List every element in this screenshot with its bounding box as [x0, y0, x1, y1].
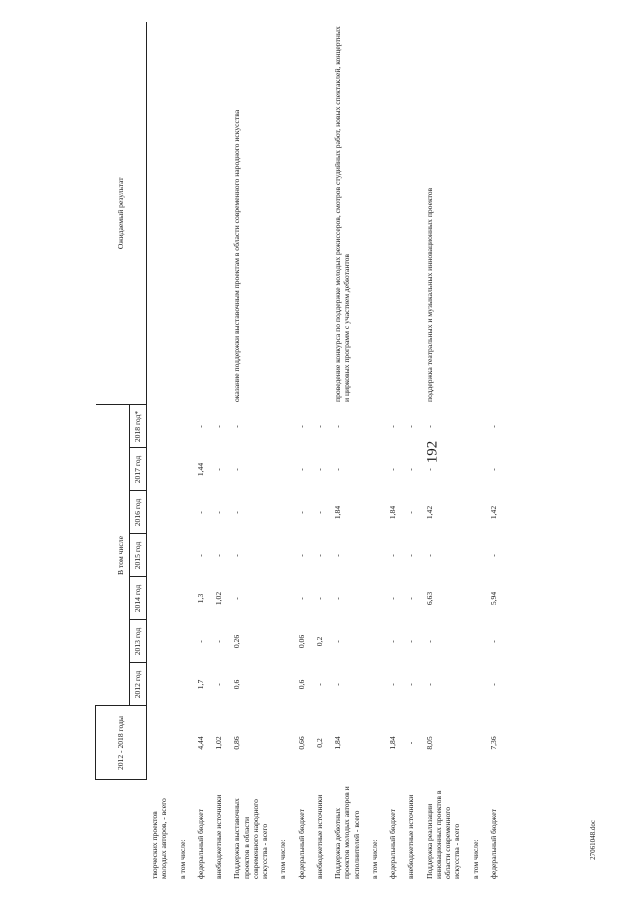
cell-year: [366, 405, 384, 448]
cell-year: 1,3: [195, 593, 205, 604]
header-year-2015: 2015 год: [129, 534, 146, 577]
cell-year: -: [424, 640, 434, 643]
cell-result: [311, 22, 329, 405]
cell-result: поддержка театральных и музыкальных инновационных проектов: [424, 187, 434, 402]
cell-total: 0,2: [314, 738, 324, 748]
cell-year: -: [388, 683, 397, 686]
cell-year: -: [314, 425, 324, 428]
cell-year: -: [388, 468, 397, 471]
cell-result: [210, 22, 228, 405]
cell-year: 6,63: [424, 591, 434, 606]
cell-total: 0,66: [296, 736, 306, 750]
cell-year: -: [232, 511, 242, 514]
row-label: федеральный бюджет: [195, 809, 205, 879]
cell-year: -: [488, 640, 498, 643]
cell-result: проведение конкурса по поддержке молодых режиссеров, смотров студийных работ, новых спектаклей, концертных и цирковых программ с участием дебютантов: [333, 26, 352, 402]
row-label: в том числе:: [470, 839, 480, 879]
cell-year: [174, 534, 192, 577]
cell-year: [146, 577, 174, 620]
row-label: Поддержка выставочных проектов в области современного народного искусства - всего: [232, 798, 269, 879]
header-incl: В том числе: [114, 405, 130, 706]
cell-year: [174, 577, 192, 620]
cell-year: 1,84: [333, 505, 342, 520]
cell-year: 1,42: [488, 505, 498, 520]
file-name: 27061048.doc: [589, 820, 597, 860]
table-row: [174, 22, 192, 882]
cell-year: -: [195, 640, 205, 643]
table-row: [311, 22, 329, 882]
header-year-2017: 2017 год: [129, 448, 146, 491]
cell-year: [366, 448, 384, 491]
row-label: в том числе:: [177, 839, 187, 879]
row-label: федеральный бюджет: [296, 809, 306, 879]
cell-year: -: [214, 425, 223, 428]
cell-year: [174, 663, 192, 706]
cell-year: 5,94: [488, 591, 498, 606]
cell-year: 1,02: [214, 591, 223, 606]
cell-year: -: [214, 554, 223, 557]
table-row: [485, 22, 503, 882]
cell-year: -: [195, 511, 205, 514]
row-label: Поддержка реализации инновационных проектов в области современного искусства - всего: [424, 790, 462, 879]
cell-year: -: [195, 554, 205, 557]
cell-year: -: [232, 597, 242, 600]
header-year-2014: 2014 год: [129, 577, 146, 620]
cell-year: -: [333, 683, 342, 686]
cell-year: 1,7: [195, 679, 205, 690]
cell-year: -: [424, 468, 434, 471]
cell-year: -: [424, 425, 434, 428]
cell-result: [192, 22, 210, 405]
table-row: [293, 22, 311, 882]
cell-year: [274, 405, 292, 448]
row-label: внебюджетные источники: [214, 794, 223, 879]
row-label: внебюджетные источники: [406, 794, 416, 879]
row-label: федеральный бюджет: [388, 809, 397, 879]
cell-result: [274, 22, 292, 405]
cell-year: 0,26: [232, 634, 242, 649]
cell-year: [274, 577, 292, 620]
cell-year: 0,6: [232, 679, 242, 690]
cell-year: -: [388, 597, 397, 600]
cell-year: -: [314, 468, 324, 471]
cell-result: [467, 22, 485, 405]
cell-year: 0,2: [314, 636, 324, 647]
cell-year: [467, 534, 485, 577]
table-row: [210, 22, 228, 882]
row-label: Поддержка дебютных проектов молодых авторов и исполнителей - всего: [333, 786, 361, 879]
cell-year: -: [314, 683, 324, 686]
header-spacer: [96, 405, 114, 706]
cell-year: [366, 620, 384, 663]
header-result: Ожидаемый результат: [96, 22, 147, 405]
cell-year: -: [232, 554, 242, 557]
header-year-2013: 2013 год: [129, 620, 146, 663]
cell-result: [293, 22, 311, 405]
table-row: [274, 22, 292, 882]
table-row: [329, 22, 366, 882]
cell-total: 7,36: [488, 736, 498, 750]
cell-year: -: [406, 511, 416, 514]
cell-year: [467, 620, 485, 663]
cell-year: -: [232, 468, 242, 471]
cell-year: -: [388, 554, 397, 557]
cell-result: [485, 22, 503, 405]
cell-year: [274, 620, 292, 663]
cell-result: [402, 22, 420, 405]
table-body: [146, 22, 503, 882]
header-year-2018: 2018 год*: [129, 405, 146, 448]
table-row: [192, 22, 210, 882]
cell-year: [146, 491, 174, 534]
row-label: внебюджетные источники: [314, 794, 324, 879]
cell-year: -: [314, 554, 324, 557]
table-row: [228, 22, 274, 882]
cell-year: -: [333, 425, 342, 428]
cell-year: -: [488, 554, 498, 557]
cell-year: -: [388, 640, 397, 643]
cell-year: -: [296, 425, 306, 428]
cell-total: 4,44: [195, 736, 205, 750]
cell-year: [274, 448, 292, 491]
cell-year: [146, 405, 174, 448]
cell-year: -: [333, 640, 342, 643]
table-row: [384, 22, 402, 882]
cell-year: -: [406, 597, 416, 600]
cell-year: [366, 534, 384, 577]
table-row: [467, 22, 485, 882]
cell-year: -: [232, 425, 242, 428]
cell-result: [146, 22, 174, 405]
cell-year: -: [333, 554, 342, 557]
cell-year: [146, 620, 174, 663]
cell-result: [384, 22, 402, 405]
cell-year: -: [296, 597, 306, 600]
cell-year: [366, 577, 384, 620]
cell-year: -: [406, 468, 416, 471]
cell-year: -: [296, 554, 306, 557]
cell-year: -: [406, 683, 416, 686]
cell-result: [174, 22, 192, 405]
header-blank: [96, 780, 147, 882]
cell-year: -: [314, 511, 324, 514]
cell-year: -: [488, 425, 498, 428]
cell-year: [274, 491, 292, 534]
cell-total: 1,84: [333, 736, 342, 750]
cell-total: 1,84: [388, 736, 397, 750]
cell-year: -: [406, 640, 416, 643]
cell-year: [366, 663, 384, 706]
table-row: [402, 22, 420, 882]
cell-total: [366, 706, 384, 780]
rotated-table-container: [95, 22, 610, 882]
cell-total: [146, 706, 174, 780]
cell-result: [366, 22, 384, 405]
cell-year: -: [214, 640, 223, 643]
cell-year: [146, 534, 174, 577]
table-row: [366, 22, 384, 882]
cell-year: [174, 448, 192, 491]
row-label: федеральный бюджет: [488, 809, 498, 879]
row-label: в том числе:: [369, 839, 379, 879]
cell-year: -: [314, 597, 324, 600]
cell-year: 1,44: [195, 462, 205, 477]
cell-year: -: [214, 683, 223, 686]
header-year-2012: 2012 год: [129, 663, 146, 706]
cell-year: [467, 491, 485, 534]
cell-year: 0,6: [296, 679, 306, 690]
cell-year: [274, 663, 292, 706]
cell-year: -: [424, 554, 434, 557]
cell-year: -: [296, 511, 306, 514]
header-year-2016: 2016 год: [129, 491, 146, 534]
cell-year: [274, 534, 292, 577]
cell-total: [467, 706, 485, 780]
cell-year: -: [488, 683, 498, 686]
row-label: творческих проектов молодых авторов, - всего: [150, 798, 169, 879]
cell-year: 0,06: [296, 634, 306, 649]
cell-year: -: [406, 425, 416, 428]
page-number: 192: [424, 440, 441, 464]
cell-year: -: [488, 468, 498, 471]
cell-year: -: [214, 511, 223, 514]
cell-year: -: [406, 554, 416, 557]
cell-total: 0,86: [232, 736, 242, 750]
cell-year: [146, 448, 174, 491]
cell-year: [146, 663, 174, 706]
cell-year: -: [333, 468, 342, 471]
cell-year: -: [424, 683, 434, 686]
cell-total: [174, 706, 192, 780]
cell-result: оказание поддержки выставочным проектам в области современного народного искусства: [232, 109, 242, 402]
cell-year: [467, 448, 485, 491]
cell-year: [467, 663, 485, 706]
table-row: [421, 22, 467, 882]
cell-year: [366, 491, 384, 534]
cell-total: 1,02: [214, 736, 223, 750]
cell-year: [174, 491, 192, 534]
row-label: в том числе:: [278, 839, 288, 879]
document-page: [95, 22, 610, 882]
cell-year: -: [333, 597, 342, 600]
cell-year: 1,84: [388, 505, 397, 520]
cell-total: [274, 706, 292, 780]
budget-table: [95, 22, 503, 882]
cell-year: [174, 405, 192, 448]
cell-total: 8,05: [424, 736, 434, 750]
cell-year: -: [214, 468, 223, 471]
cell-year: -: [388, 425, 397, 428]
cell-year: -: [296, 468, 306, 471]
table-row: [146, 22, 174, 882]
cell-year: 1,42: [424, 505, 434, 520]
cell-year: [174, 620, 192, 663]
cell-total: -: [406, 741, 416, 745]
header-period-total: 2012 - 2018 годы: [96, 706, 147, 780]
cell-year: [467, 405, 485, 448]
cell-year: [467, 577, 485, 620]
cell-year: -: [195, 425, 205, 428]
